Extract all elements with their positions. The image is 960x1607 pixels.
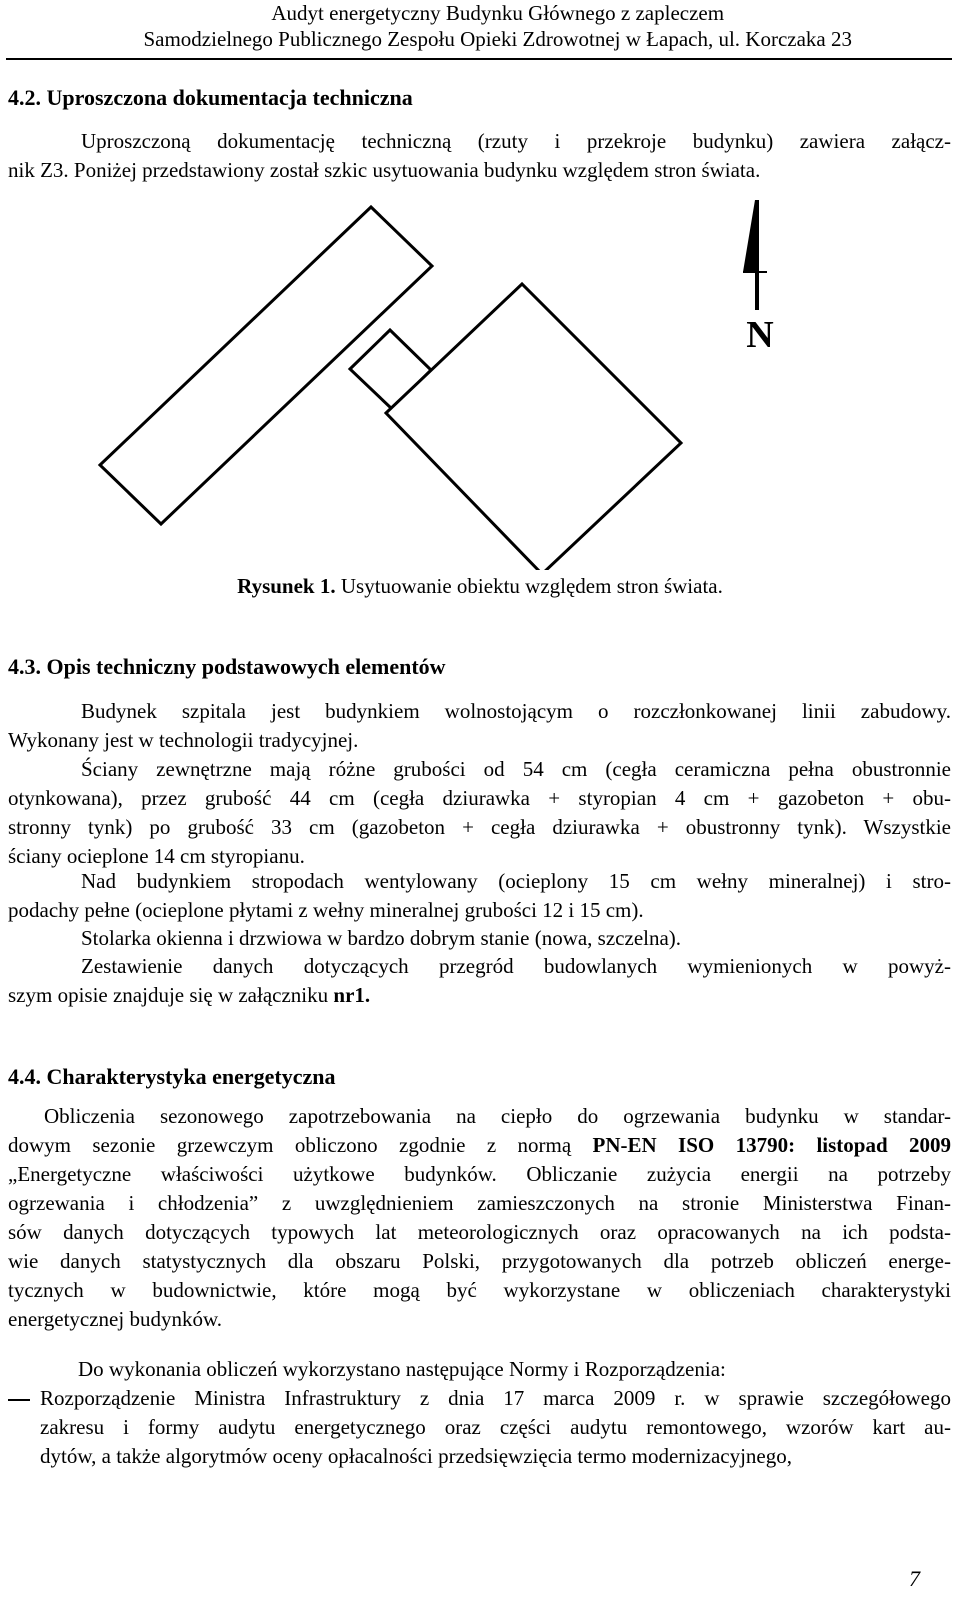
section-4-3-paragraph-2 <box>8 755 951 871</box>
section-4-2-paragraph <box>8 127 951 185</box>
paragraph-line: dytów, a także algorytmów oceny opłacalności przedsięwzięcia termo modernizacyjnego, <box>40 1444 793 1468</box>
paragraph-line: ogrzewania i chłodzenia” z uwzględnieniem zamieszczonych na stronie Ministerstwa Finan- <box>8 1191 951 1215</box>
paragraph-line: nik Z3. Poniżej przedstawiony został szkic usytuowania budynku względem stron świata. <box>8 158 761 182</box>
north-label: N <box>746 314 774 356</box>
paragraph-line: energetycznej budynków. <box>8 1307 223 1331</box>
paragraph-line: sów danych dotyczących typowych lat meteorologicznych oraz opracowanych na ich podsta- <box>8 1220 951 1244</box>
paragraph-text: szym opisie znajduje się w załączniku <box>8 983 334 1007</box>
figure-caption-number: Rysunek 1. <box>237 574 336 598</box>
section-4-3-paragraph-3 <box>8 867 951 925</box>
paragraph-line: Ściany zewnętrzne mają różne grubości od 54 cm (cegła ceramiczna pełna obustronnie <box>81 757 951 781</box>
paragraph-line: Wykonany jest w technologii tradycyjnej. <box>8 728 359 752</box>
figure-caption <box>0 574 960 599</box>
section-4-3-paragraph-5 <box>8 952 951 1010</box>
section-4-4-paragraph-2 <box>8 1355 951 1384</box>
paragraph-line: „Energetyczne właściwości użytkowe budynków. Obliczanie zużycia energii na potrzeby <box>8 1162 951 1186</box>
paragraph-line: Rozporządzenie Ministra Infrastruktury z dnia 17 marca 2009 r. w sprawie szczegółowego <box>40 1386 951 1410</box>
paragraph-line: Obliczenia sezonowego zapotrzebowania na ciepło do ogrzewania budynku w standar- <box>44 1104 951 1128</box>
paragraph-line: Zestawienie danych dotyczących przegród budowlanych wymienionych w powyż- <box>81 954 951 978</box>
header-line-2: Samodzielnego Publicznego Zespołu Opieki Zdrowotnej w Łapach, ul. Korczaka 23 <box>143 27 852 51</box>
paragraph-line: otynkowana), przez grubość 44 cm (cegła dziurawka + styropian 4 cm + gazobeton + obu- <box>8 786 951 810</box>
paragraph-line: tycznych w budownictwie, które mogą być wykorzystane w obliczeniach charakterystyki <box>8 1278 951 1302</box>
standard-reference: PN-EN ISO 13790: listopad 2009 <box>592 1133 951 1157</box>
figure-caption-text: Usytuowanie obiektu względem stron świata. <box>335 574 723 598</box>
paragraph-line: podachy pełne (ocieplone płytami z wełny mineralnej grubości 12 i 15 cm). <box>8 898 644 922</box>
paragraph-line: Budynek szpitala jest budynkiem wolnostojącym o rozczłonkowanej linii zabudowy. <box>81 699 951 723</box>
bullet-item <box>40 1384 951 1471</box>
attachment-reference: nr1. <box>333 983 371 1007</box>
section-4-4-paragraph-1 <box>8 1102 951 1334</box>
paragraph-line: zakresu i formy audytu energetycznego oraz części audytu remontowego, wzorów kart au- <box>40 1415 951 1439</box>
paragraph-text: dowym sezonie grzewczym obliczono zgodnie z normą <box>8 1133 593 1157</box>
section-4-3-title: 4.3. Opis techniczny podstawowych elementów <box>8 654 446 679</box>
page-header <box>143 0 852 52</box>
north-arrow-icon <box>743 200 767 310</box>
paragraph-line: stronny tynk) po grubość 33 cm (gazobeton + cegła dziurawka + obustronny tynk). Wszystkie <box>8 815 951 839</box>
paragraph-line <box>8 1131 951 1160</box>
page-number: 7 <box>909 1566 920 1591</box>
section-4-3-paragraph-4 <box>8 924 951 953</box>
section-4-4-title: 4.4. Charakterystyka energetyczna <box>8 1064 336 1089</box>
paragraph-line: Stolarka okienna i drzwiowa w bardzo dobrym stanie (nowa, szczelna). <box>81 926 682 950</box>
section-4-2-title: 4.2. Uproszczona dokumentacja techniczna <box>8 85 413 110</box>
building-orientation-sketch <box>0 200 960 570</box>
paragraph-line: Do wykonania obliczeń wykorzystano następujące Normy i Rozporządzenia: <box>78 1357 726 1381</box>
dash-bullet-icon <box>8 1399 30 1401</box>
paragraph-line: ściany ocieplone 14 cm styropianu. <box>8 844 305 868</box>
building-wing-right <box>386 284 681 570</box>
paragraph-line: wie danych statystycznych dla obszaru Polski, przygotowanych dla potrzeb obliczeń energe- <box>8 1249 951 1273</box>
header-line-1: Audyt energetyczny Budynku Głównego z zapleczem <box>271 1 725 25</box>
section-4-3-paragraph-1 <box>8 697 951 755</box>
header-divider <box>6 58 952 60</box>
paragraph-line: Nad budynkiem stropodach wentylowany (ocieplony 15 cm wełny mineralnej) i stro- <box>81 869 951 893</box>
paragraph-line <box>8 981 951 1010</box>
paragraph-line: Uproszczoną dokumentację techniczną (rzuty i przekroje budynku) zawiera załącz- <box>81 129 951 153</box>
